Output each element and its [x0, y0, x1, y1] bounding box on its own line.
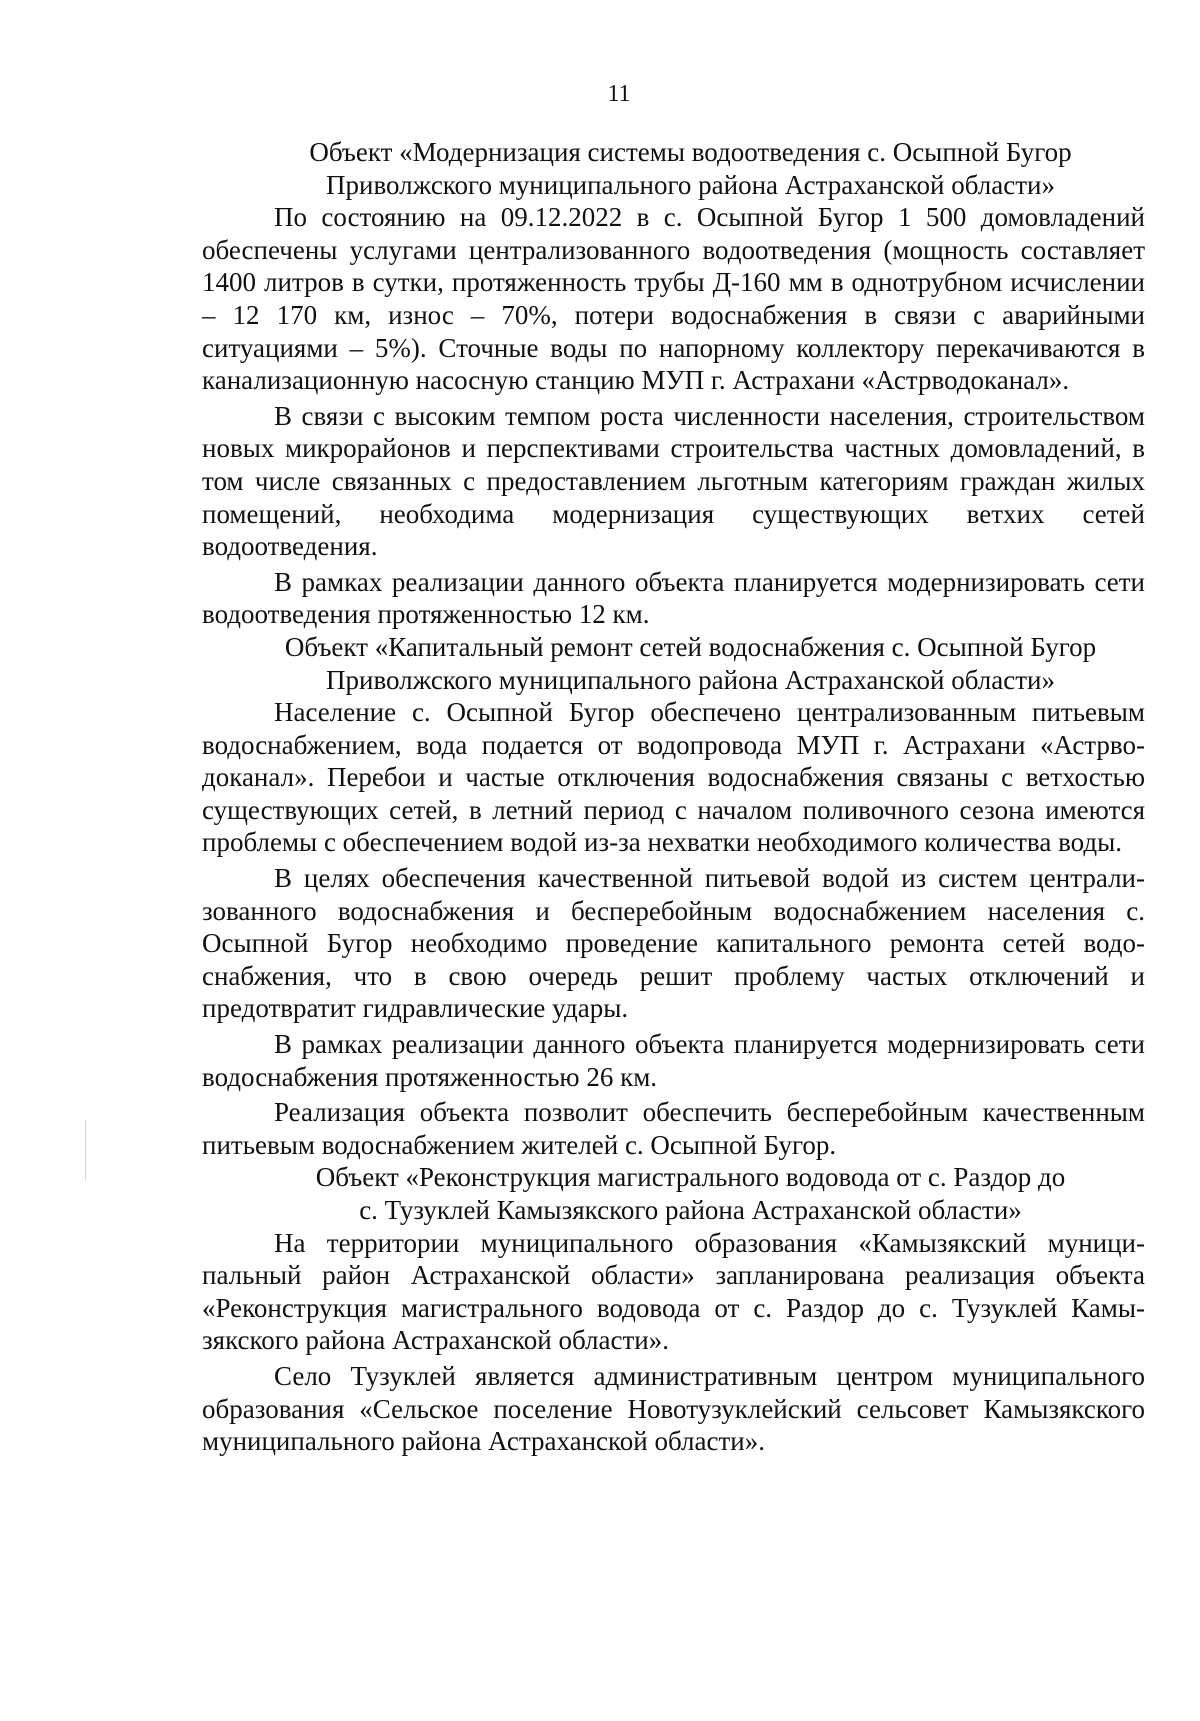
- paragraph: В рамках реализации данного объекта планируется модернизировать сети водоотведения протяженностью 12 км.: [202, 566, 1145, 630]
- paragraph: В связи с высоким темпом роста численности населения, строительством новых микрорайонов и перспективами строительства частных домовладений, в том числе связанных с предоставлением льготным категориям граждан жилых помещений, необходима модернизация существующих ветхих сетей водоотведения.: [202, 400, 1145, 562]
- paragraph: Население с. Осыпной Бугор обеспечено централизованным питьевым водоснабжением, вода подается от водопровода МУП г. Астрахани «Астрводоканал». Перебои и частые отключения водоснабжения связаны с ветхостью существующих сетей, в летний период с началом поливочного сезона имеются проблемы с обеспечением водой из-за нехватки необходимого количества воды.: [202, 697, 1145, 858]
- paragraph: В целях обеспечения качественной питьевой водой из систем централизованного водоснабжения и бесперебойным водоснабжением населения с. Осыпной Бугор необходимо проведение капитального ремонта сетей водоснабжения, что в свою очередь решит проблему частых отключений и предотвратит гидравлические удары.: [202, 863, 1145, 1024]
- section-heading-sewerage: [202, 136, 1145, 201]
- heading-line: Объект «Реконструкция магистрального водовода от с. Раздор до: [315, 1162, 1066, 1193]
- paragraph: Реализация объекта позволит обеспечить бесперебойным качественным питьевым водоснабжением жителей с. Осыпной Бугор.: [202, 1097, 1145, 1160]
- paragraph: Село Тузуклей является административным центром муниципального образования «Сельское поселение Новотузуклейский сельсовет Камызякского муниципального района Астраханской области».: [202, 1360, 1145, 1457]
- section-heading-water-repair: [202, 631, 1145, 696]
- document-body: [202, 136, 1145, 1458]
- heading-line: Объект «Капитальный ремонт сетей водоснабжения с. Осыпной Бугор: [284, 631, 1097, 662]
- heading-line: Объект «Модернизация системы водоотведения с. Осыпной Бугор: [309, 137, 1072, 167]
- paragraph: По состоянию на 09.12.2022 в с. Осыпной Бугор 1 500 домовладений обеспечены услугами централизованного водоотведения (мощность составляет 1400 литров в сутки, протяженность трубы Д-160 мм в однотрубном исчислении – 12 170 км, износ – 70%, потери водоснабжения в связи с аварийными ситуациями – 5%). Сточные воды по напорному коллектору перекачиваются в канализационную насосную станцию МУП г. Астрахани «Астрводоканал».: [202, 202, 1145, 396]
- scan-artifact-line: [85, 1120, 86, 1180]
- heading-line: Приволжского муниципального района Астраханской области»: [326, 169, 1055, 200]
- section-heading-water-main: [202, 1161, 1145, 1226]
- heading-line: с. Тузуклей Камызякского района Астраханской области»: [359, 1195, 1022, 1225]
- heading-line: Приволжского муниципального района Астраханской области»: [326, 664, 1055, 695]
- paragraph: В рамках реализации данного объекта планируется модернизировать сети водоснабжения протяженностью 26 км.: [202, 1029, 1145, 1092]
- page-number: 11: [607, 81, 631, 107]
- paragraph: На территории муниципального образования «Камызякский муниципальный район Астраханской области» запланирована реализация объекта «Реконструкция магистрального водовода от с. Раздор до с. Тузуклей Камызякского района Астраханской области».: [202, 1227, 1145, 1356]
